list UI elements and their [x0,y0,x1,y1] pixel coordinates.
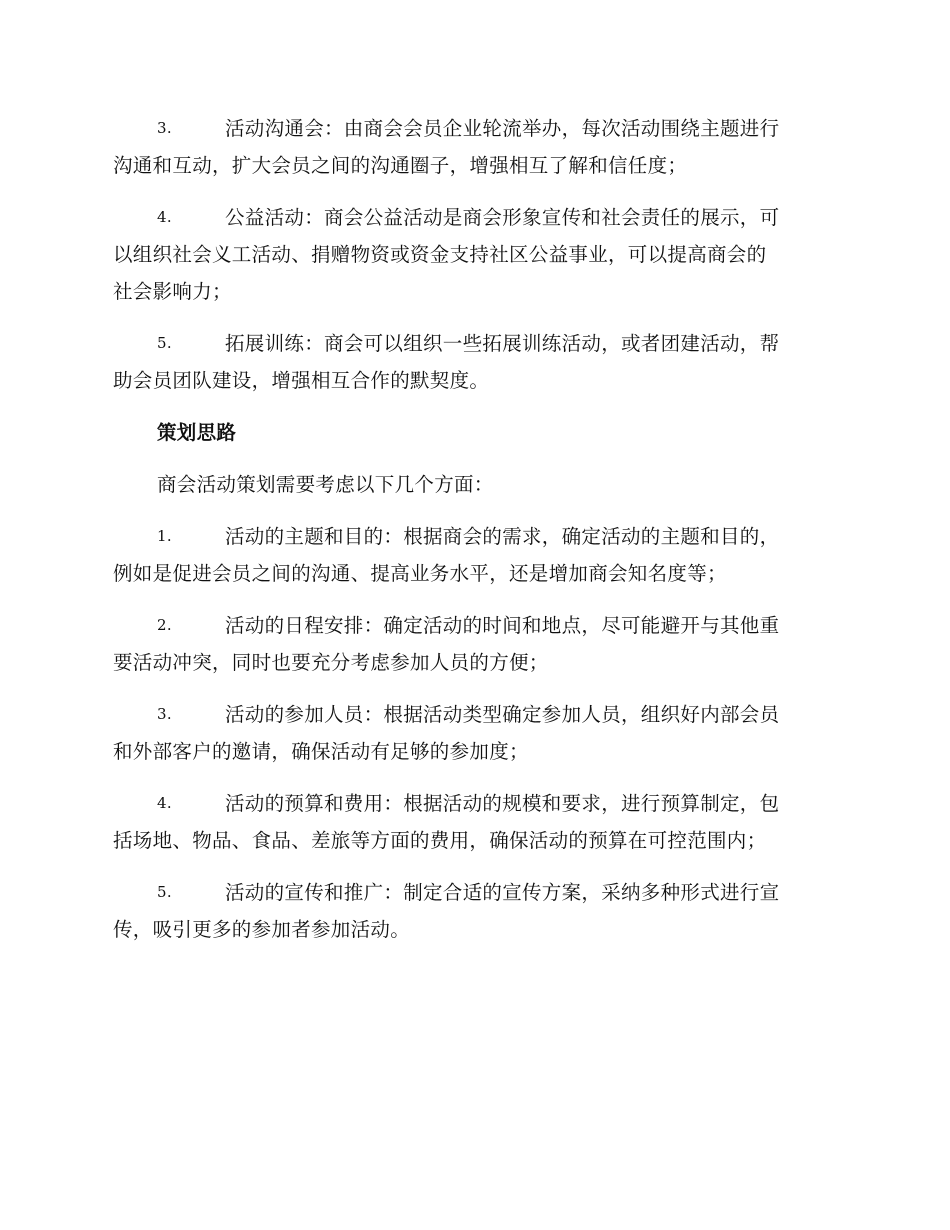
list-item-line [113,110,833,147]
list-item-line: 以组织社会义工活动、捐赠物资或资金支持社区公益事业，可以提高商会的 [113,243,767,266]
list-item-text: 公益活动：商会公益活动是商会形象宣传和社会责任的展示，可 [225,206,780,229]
list-item [113,325,833,399]
list-item-number: 4. [157,794,172,812]
list-item-text: 活动的宣传和推广：制定合适的宣传方案，采纳多种形式进行宣 [225,881,780,904]
list-item [113,696,833,770]
list-item-text: 活动的日程安排：确定活动的时间和地点，尽可能避开与其他重 [225,614,780,637]
intro-paragraph: 商会活动策划需要考虑以下几个方面： [157,473,494,496]
list-item [113,785,833,859]
list-item-line: 沟通和互动，扩大会员之间的沟通圈子，增强相互了解和信任度； [113,154,688,177]
list-item-text: 活动的参加人员：根据活动类型确定参加人员，组织好内部会员 [225,703,780,726]
list-item-number: 5. [157,334,172,352]
document-body [113,110,833,963]
list-item-number: 2. [157,616,172,634]
list-item-line: 传，吸引更多的参加者参加活动。 [113,918,411,941]
list-item-line: 助会员团队建设，增强相互合作的默契度。 [113,369,490,392]
list-item [113,518,833,592]
list-item-line [113,696,833,733]
list-item [113,874,833,948]
list-item [113,110,833,184]
list-item-line [113,325,833,362]
list-item-number: 4. [157,208,172,226]
list-item-line [113,785,833,822]
list-item-text: 拓展训练：商会可以组织一些拓展训练活动，或者团建活动，帮 [225,332,780,355]
list-item-line: 要活动冲突，同时也要充分考虑参加人员的方便； [113,651,549,674]
list-item-line: 社会影响力； [113,280,232,303]
list-item-line: 和外部客户的邀请，确保活动有足够的参加度； [113,740,529,763]
list-item-text: 活动的主题和目的：根据商会的需求，确定活动的主题和目的， [225,525,780,548]
list-item-number: 5. [157,883,172,901]
list-item-line [113,874,833,911]
list-item-line: 括场地、物品、食品、差旅等方面的费用，确保活动的预算在可控范围内； [113,829,767,852]
list-item-number: 3. [157,119,172,137]
list-item-line: 例如是促进会员之间的沟通、提高业务水平，还是增加商会知名度等； [113,562,727,585]
list-item-text: 活动沟通会：由商会会员企业轮流举办，每次活动围绕主题进行 [225,117,780,140]
list-item-text: 活动的预算和费用：根据活动的规模和要求，进行预算制定，包 [225,792,780,815]
list-item-line [113,607,833,644]
list-item-number: 1. [157,527,172,545]
list-item [113,199,833,310]
list-item-line [113,518,833,555]
list-item-line [113,199,833,236]
section-heading: 策划思路 [157,421,237,444]
list-item [113,607,833,681]
list-item-number: 3. [157,705,172,723]
